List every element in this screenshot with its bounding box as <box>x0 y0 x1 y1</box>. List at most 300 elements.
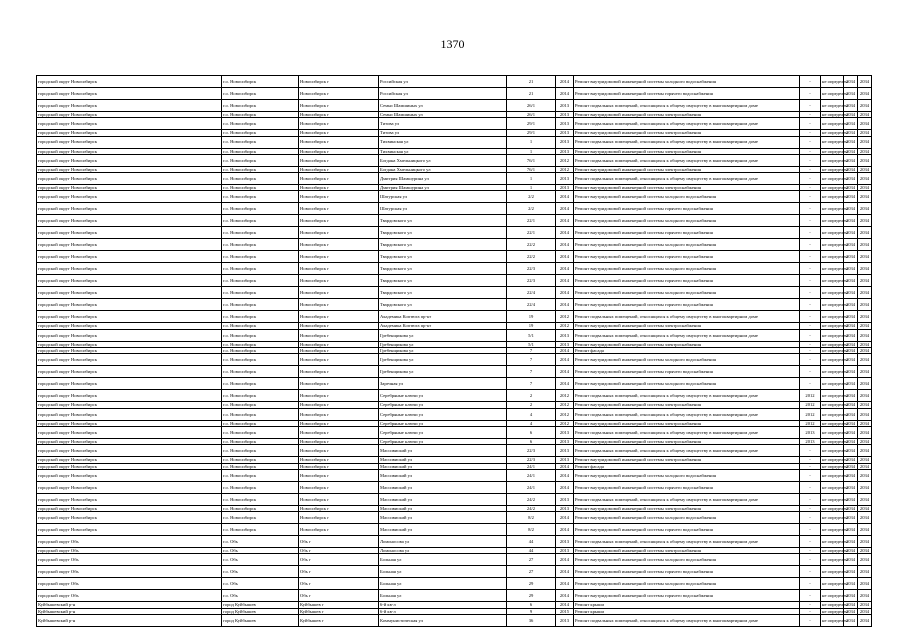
year-cell: 2013 <box>556 493 574 505</box>
locality-cell: Новосибирск г <box>299 203 379 215</box>
locality-cell: Куйбышев г <box>299 615 379 627</box>
table-row <box>37 203 872 215</box>
year-cell: 2013 <box>556 438 574 444</box>
period-end-cell: 2034 <box>858 457 872 463</box>
street-cell: Серебряные ключи ул <box>379 426 507 438</box>
planned-year-cell: - <box>800 191 821 203</box>
planned-year-cell: - <box>800 524 821 536</box>
period-start-cell: 2034 <box>844 215 858 227</box>
status-cell: не определен <box>821 203 844 215</box>
year-cell: 2014 <box>556 275 574 287</box>
settlement-cell: г.о. Новосибирск <box>222 173 299 185</box>
work-type-cell: Ремонт внутридомовой инженерной системы горячего водоснабжения <box>574 590 800 602</box>
period-end-cell: 2034 <box>858 311 872 323</box>
work-type-cell: Ремонт внутридомовой инженерной системы холодного водоснабжения <box>574 191 800 203</box>
house-number-cell: 7 <box>507 348 556 354</box>
settlement-cell: г.о. Новосибирск <box>222 118 299 130</box>
municipality-cell: городской округ Новосибирск <box>37 154 222 166</box>
house-number-cell: 2/2 <box>507 203 556 215</box>
locality-cell: Новосибирск г <box>299 88 379 100</box>
municipality-cell: городской округ Новосибирск <box>37 469 222 481</box>
locality-cell: Новосибирск г <box>299 130 379 136</box>
period-start-cell: 2034 <box>844 566 858 578</box>
settlement-cell: г.о. Новосибирск <box>222 263 299 275</box>
work-type-cell: Ремонт внутридомовой инженерной системы электроснабжения <box>574 130 800 136</box>
work-type-cell: Ремонт подвальных помещений, относящихся к общему имуществу в многоквартирном доме <box>574 329 800 341</box>
street-cell: Твардовского ул <box>379 275 507 287</box>
work-type-cell: Ремонт внутридомовой инженерной системы электроснабжения <box>574 402 800 408</box>
planned-year-cell: - <box>800 615 821 627</box>
table-row <box>37 536 872 548</box>
street-cell: Богдана Хмельницкого ул <box>379 166 507 172</box>
status-cell: не определен <box>821 251 844 263</box>
period-end-cell: 2034 <box>858 299 872 311</box>
house-number-cell: 6 <box>507 426 556 438</box>
year-cell: 2014 <box>556 524 574 536</box>
period-start-cell: 2034 <box>844 251 858 263</box>
house-number-cell: 26/1 <box>507 112 556 118</box>
status-cell: не определен <box>822 348 848 354</box>
locality-cell: Новосибирск г <box>299 426 379 438</box>
status-cell: не определен <box>822 463 848 469</box>
municipality-cell: городской округ Обь <box>37 590 222 602</box>
house-number-cell: 1 <box>507 148 556 154</box>
year-cell: 2013 <box>556 536 574 548</box>
year-cell: 2013 <box>556 130 574 136</box>
street-cell: 6-й кв-л <box>379 602 507 608</box>
year-cell: 2013 <box>556 185 574 191</box>
status-cell: не определен <box>821 390 844 402</box>
locality-cell: Новосибирск г <box>299 438 379 444</box>
work-type-cell: Ремонт подвальных помещений, относящихся к общему имуществу в многоквартирном доме <box>574 536 800 548</box>
table-row <box>37 615 872 627</box>
year-cell: 2014 <box>556 590 574 602</box>
settlement-cell: г.о. Новосибирск <box>222 100 299 112</box>
status-cell: не определен <box>821 554 844 566</box>
municipality-cell: городской округ Новосибирск <box>37 493 222 505</box>
street-cell: Серебряные ключи ул <box>379 438 507 444</box>
municipality-cell: городской округ Новосибирск <box>37 251 222 263</box>
period-end-cell: 2034 <box>858 76 872 88</box>
period-end-cell: 2034 <box>858 173 872 185</box>
status-cell: не определен <box>822 130 848 136</box>
work-type-cell: Ремонт внутридомовой инженерной системы электроснабжения <box>574 166 800 172</box>
house-number-cell: 22/3 <box>507 457 556 463</box>
period-end-cell: 2034 <box>858 536 872 548</box>
year-cell: 2014 <box>556 463 574 469</box>
period-start-cell: 2034 <box>844 445 858 457</box>
planned-year-cell: - <box>800 348 821 354</box>
street-cell: Твардовского ул <box>379 263 507 275</box>
municipality-cell: городской округ Новосибирск <box>37 148 222 154</box>
locality-cell: Новосибирск г <box>299 166 379 172</box>
street-cell: Семьи Шамшиных ул <box>379 112 507 118</box>
municipality-cell: городской округ Новосибирск <box>37 136 222 148</box>
period-end-cell: 2034 <box>858 505 872 511</box>
municipality-cell: городской округ Новосибирск <box>37 512 222 524</box>
work-type-cell: Ремонт подвальных помещений, относящихся к общему имуществу в многоквартирном доме <box>574 173 800 185</box>
work-type-cell: Ремонт подвальных помещений, относящихся к общему имуществу в многоквартирном доме <box>574 408 800 420</box>
status-cell: не определен <box>821 311 844 323</box>
planned-year-cell: 2012 <box>800 420 821 426</box>
street-cell: Гребенщикова ул <box>379 348 507 354</box>
year-cell: 2014 <box>556 263 574 275</box>
work-type-cell: Ремонт внутридомовой инженерной системы электроснабжения <box>574 148 800 154</box>
period-start-cell: 2034 <box>844 438 858 444</box>
period-end-cell: 2034 <box>858 469 872 481</box>
period-end-cell: 2034 <box>858 341 872 347</box>
status-cell: не определен <box>821 329 844 341</box>
street-cell: Российская ул <box>379 76 507 88</box>
status-cell: не определен <box>822 608 848 614</box>
period-end-cell: 2034 <box>858 566 872 578</box>
planned-year-cell: - <box>800 445 821 457</box>
period-end-cell: 2034 <box>858 408 872 420</box>
period-start-cell: 2034 <box>844 378 858 390</box>
work-type-cell: Ремонт внутридомовой инженерной системы электроснабжения <box>574 341 800 347</box>
period-end-cell: 2034 <box>858 590 872 602</box>
year-cell: 2015 <box>556 608 574 614</box>
period-start-cell: 2034 <box>844 505 858 511</box>
status-cell: не определен <box>821 100 844 112</box>
status-cell: не определен <box>821 590 844 602</box>
period-start-cell: 2034 <box>844 578 858 590</box>
table-row <box>37 239 872 251</box>
period-start-cell: 2034 <box>844 76 858 88</box>
status-cell: не определен <box>821 366 844 378</box>
municipality-cell: городской округ Новосибирск <box>37 426 222 438</box>
table-row <box>37 251 872 263</box>
status-cell: не определен <box>822 323 848 329</box>
period-end-cell: 2034 <box>858 275 872 287</box>
period-start-cell: 2034 <box>844 166 858 172</box>
table-row <box>37 136 872 148</box>
work-type-cell: Ремонт внутридомовой инженерной системы горячего водоснабжения <box>574 88 800 100</box>
status-cell: не определен <box>822 438 848 444</box>
locality-cell: Новосибирск г <box>299 323 379 329</box>
status-cell: не определен <box>821 88 844 100</box>
year-cell: 2014 <box>556 469 574 481</box>
work-type-cell: Ремонт внутридомовой инженерной системы электроснабжения <box>574 505 800 511</box>
planned-year-cell: - <box>800 263 821 275</box>
settlement-cell: г.о. Новосибирск <box>222 112 299 118</box>
house-number-cell: 29/1 <box>507 130 556 136</box>
locality-cell: Новосибирск г <box>299 329 379 341</box>
settlement-cell: г.о. Новосибирск <box>222 136 299 148</box>
status-cell: не определен <box>821 524 844 536</box>
settlement-cell: г.о. Новосибирск <box>222 481 299 493</box>
house-number-cell: 24/1 <box>507 463 556 469</box>
status-cell: не определен <box>821 566 844 578</box>
period-end-cell: 2034 <box>858 463 872 469</box>
planned-year-cell: - <box>800 112 821 118</box>
planned-year-cell: - <box>800 275 821 287</box>
year-cell: 2012 <box>556 166 574 172</box>
street-cell: Массивиский ул <box>379 457 507 463</box>
house-number-cell: 6 <box>507 602 556 608</box>
planned-year-cell: - <box>800 130 821 136</box>
period-start-cell: 2034 <box>844 275 858 287</box>
period-end-cell: 2034 <box>858 524 872 536</box>
year-cell: 2014 <box>556 251 574 263</box>
period-end-cell: 2034 <box>858 263 872 275</box>
year-cell: 2013 <box>556 148 574 154</box>
status-cell: не определен <box>821 263 844 275</box>
settlement-cell: город Куйбышев <box>222 602 299 608</box>
locality-cell: Новосибирск г <box>299 408 379 420</box>
period-end-cell: 2034 <box>858 203 872 215</box>
house-number-cell: 27 <box>507 554 556 566</box>
period-end-cell: 2034 <box>858 354 872 366</box>
work-type-cell: Ремонт внутридомовой инженерной системы горячего водоснабжения <box>574 366 800 378</box>
period-start-cell: 2034 <box>844 311 858 323</box>
period-end-cell: 2034 <box>858 215 872 227</box>
planned-year-cell: - <box>800 239 821 251</box>
status-cell: не определен <box>821 445 844 457</box>
period-end-cell: 2034 <box>858 554 872 566</box>
municipality-cell: городской округ Новосибирск <box>37 341 222 347</box>
street-cell: Массивиский ул <box>379 463 507 469</box>
street-cell: Титова ул <box>379 118 507 130</box>
settlement-cell: г.о. Обь <box>222 578 299 590</box>
period-end-cell: 2034 <box>858 329 872 341</box>
street-cell: Серебряные ключи ул <box>379 390 507 402</box>
period-start-cell: 2034 <box>844 239 858 251</box>
settlement-cell: г.о. Новосибирск <box>222 166 299 172</box>
period-end-cell: 2034 <box>858 512 872 524</box>
period-end-cell: 2034 <box>858 366 872 378</box>
planned-year-cell: - <box>800 100 821 112</box>
period-start-cell: 2034 <box>844 136 858 148</box>
table-row <box>37 390 872 402</box>
house-number-cell: 22/1 <box>507 215 556 227</box>
settlement-cell: г.о. Новосибирск <box>222 505 299 511</box>
locality-cell: Новосибирск г <box>299 348 379 354</box>
period-start-cell: 2034 <box>844 227 858 239</box>
settlement-cell: г.о. Новосибирск <box>222 445 299 457</box>
settlement-cell: г.о. Новосибирск <box>222 88 299 100</box>
capital-repair-table <box>36 75 872 627</box>
settlement-cell: г.о. Новосибирск <box>222 457 299 463</box>
municipality-cell: городской округ Новосибирск <box>37 457 222 463</box>
work-type-cell: Ремонт внутридомовой инженерной системы холодного водоснабжения <box>574 76 800 88</box>
work-type-cell: Ремонт внутридомовой инженерной системы горячего водоснабжения <box>574 275 800 287</box>
year-cell: 2014 <box>556 566 574 578</box>
planned-year-cell: - <box>800 185 821 191</box>
status-cell: не определен <box>821 469 844 481</box>
municipality-cell: городской округ Новосибирск <box>37 275 222 287</box>
table-row <box>37 354 872 366</box>
period-start-cell: 2034 <box>844 615 858 627</box>
planned-year-cell: - <box>800 493 821 505</box>
street-cell: Твардовского ул <box>379 239 507 251</box>
status-cell: не определен <box>821 578 844 590</box>
locality-cell: Новосибирск г <box>299 366 379 378</box>
municipality-cell: городской округ Новосибирск <box>37 366 222 378</box>
settlement-cell: г.о. Новосибирск <box>222 148 299 154</box>
planned-year-cell: - <box>800 136 821 148</box>
status-cell: не определен <box>821 154 844 166</box>
period-end-cell: 2034 <box>858 148 872 154</box>
planned-year-cell: - <box>800 166 821 172</box>
table-row <box>37 191 872 203</box>
settlement-cell: г.о. Новосибирск <box>222 76 299 88</box>
municipality-cell: городской округ Новосибирск <box>37 438 222 444</box>
locality-cell: Новосибирск г <box>299 481 379 493</box>
status-cell: не определен <box>822 112 848 117</box>
period-end-cell: 2034 <box>858 287 872 299</box>
work-type-cell: Ремонт внутридомовой инженерной системы холодного водоснабжения <box>574 263 800 275</box>
period-start-cell: 2034 <box>844 329 858 341</box>
period-start-cell: 2034 <box>844 348 858 354</box>
year-cell: 2013 <box>556 173 574 185</box>
municipality-cell: городской округ Обь <box>37 554 222 566</box>
period-start-cell: 2034 <box>844 493 858 505</box>
locality-cell: Новосибирск г <box>299 390 379 402</box>
municipality-cell: городской округ Новосибирск <box>37 329 222 341</box>
street-cell: Больная ул <box>379 590 507 602</box>
status-cell: не определен <box>822 166 848 172</box>
work-type-cell: Ремонт подвальных помещений, относящихся к общему имуществу в многоквартирном доме <box>574 493 800 505</box>
table-row <box>37 512 872 524</box>
locality-cell: Куйбышев г <box>299 602 379 608</box>
year-cell: 2013 <box>556 112 574 118</box>
locality-cell: Новосибирск г <box>299 118 379 130</box>
year-cell: 2014 <box>556 203 574 215</box>
locality-cell: Обь г <box>299 578 379 590</box>
street-cell: Твардовского ул <box>379 251 507 263</box>
settlement-cell: г.о. Новосибирск <box>222 366 299 378</box>
planned-year-cell: - <box>800 341 821 347</box>
period-end-cell: 2034 <box>858 493 872 505</box>
status-cell: не определен <box>821 118 844 130</box>
table-row <box>37 554 872 566</box>
period-end-cell: 2034 <box>858 239 872 251</box>
period-start-cell: 2034 <box>844 323 858 329</box>
house-number-cell: 24/2 <box>507 505 556 511</box>
table-row <box>37 118 872 130</box>
municipality-cell: городской округ Новосибирск <box>37 166 222 172</box>
status-cell: не определен <box>822 457 848 463</box>
period-end-cell: 2034 <box>858 438 872 444</box>
planned-year-cell: - <box>800 329 821 341</box>
period-end-cell: 2034 <box>858 191 872 203</box>
table-row <box>37 173 872 185</box>
house-number-cell: 2/2 <box>507 191 556 203</box>
settlement-cell: г.о. Новосибирск <box>222 341 299 347</box>
planned-year-cell: 2013 <box>800 438 821 444</box>
work-type-cell: Ремонт внутридомовой инженерной системы холодного водоснабжения <box>574 239 800 251</box>
work-type-cell: Ремонт внутридомовой инженерной системы горячего водоснабжения <box>574 524 800 536</box>
settlement-cell: г.о. Новосибирск <box>222 408 299 420</box>
year-cell: 2014 <box>556 227 574 239</box>
locality-cell: Новосибирск г <box>299 100 379 112</box>
planned-year-cell: - <box>800 227 821 239</box>
settlement-cell: г.о. Обь <box>222 590 299 602</box>
planned-year-cell: - <box>800 287 821 299</box>
street-cell: 6-й кв-л <box>379 608 507 614</box>
locality-cell: Новосибирск г <box>299 191 379 203</box>
street-cell: Массивиский ул <box>379 493 507 505</box>
street-cell: Академика Коптюга пр-кт <box>379 311 507 323</box>
table-row <box>37 76 872 88</box>
municipality-cell: городской округ Новосибирск <box>37 76 222 88</box>
work-type-cell: Ремонт внутридомовой инженерной системы горячего водоснабжения <box>574 481 800 493</box>
period-end-cell: 2034 <box>858 323 872 329</box>
period-start-cell: 2034 <box>844 608 858 614</box>
street-cell: Массивиский ул <box>379 481 507 493</box>
settlement-cell: город Куйбышев <box>222 615 299 627</box>
year-cell: 2014 <box>556 578 574 590</box>
period-start-cell: 2034 <box>844 299 858 311</box>
house-number-cell: 9 <box>507 608 556 614</box>
year-cell: 2014 <box>556 299 574 311</box>
period-start-cell: 2034 <box>844 354 858 366</box>
period-start-cell: 2034 <box>844 100 858 112</box>
settlement-cell: г.о. Новосибирск <box>222 420 299 426</box>
period-start-cell: 2034 <box>844 154 858 166</box>
municipality-cell: городской округ Новосибирск <box>37 299 222 311</box>
municipality-cell: городской округ Новосибирск <box>37 287 222 299</box>
street-cell: Ломоносова ул <box>379 548 507 554</box>
planned-year-cell: - <box>800 512 821 524</box>
year-cell: 2013 <box>556 136 574 148</box>
period-start-cell: 2034 <box>844 602 858 608</box>
period-end-cell: 2034 <box>858 88 872 100</box>
house-number-cell: 22/4 <box>507 299 556 311</box>
municipality-cell: городской округ Обь <box>37 548 222 554</box>
year-cell: 2013 <box>556 118 574 130</box>
municipality-cell: городской округ Обь <box>37 578 222 590</box>
table-row <box>37 378 872 390</box>
house-number-cell: 4 <box>507 408 556 420</box>
planned-year-cell: - <box>800 203 821 215</box>
year-cell: 2013 <box>556 341 574 347</box>
settlement-cell: г.о. Новосибирск <box>222 402 299 408</box>
status-cell: не определен <box>822 148 848 154</box>
settlement-cell: г.о. Новосибирск <box>222 348 299 354</box>
street-cell: Тихвинская ул <box>379 148 507 154</box>
settlement-cell: г.о. Новосибирск <box>222 130 299 136</box>
status-cell: не определен <box>821 512 844 524</box>
settlement-cell: г.о. Новосибирск <box>222 185 299 191</box>
planned-year-cell: - <box>800 299 821 311</box>
period-start-cell: 2034 <box>844 463 858 469</box>
street-cell: Твардовского ул <box>379 287 507 299</box>
locality-cell: Обь г <box>299 548 379 554</box>
locality-cell: Новосибирск г <box>299 469 379 481</box>
period-end-cell: 2034 <box>858 118 872 130</box>
period-start-cell: 2034 <box>844 130 858 136</box>
year-cell: 2014 <box>556 366 574 378</box>
settlement-cell: г.о. Новосибирск <box>222 251 299 263</box>
settlement-cell: г.о. Новосибирск <box>222 287 299 299</box>
house-number-cell: 26/1 <box>507 100 556 112</box>
period-start-cell: 2034 <box>844 366 858 378</box>
municipality-cell: городской округ Новосибирск <box>37 445 222 457</box>
street-cell: Серебряные ключи ул <box>379 420 507 426</box>
street-cell: Богдана Хмельницкого ул <box>379 154 507 166</box>
house-number-cell: 21 <box>507 76 556 88</box>
work-type-cell: Ремонт фасада <box>574 463 800 469</box>
planned-year-cell: - <box>800 463 821 469</box>
period-start-cell: 2034 <box>844 536 858 548</box>
planned-year-cell: - <box>800 566 821 578</box>
planned-year-cell: 2012 <box>800 408 821 420</box>
house-number-cell: 22/1 <box>507 227 556 239</box>
locality-cell: Новосибирск г <box>299 154 379 166</box>
status-cell: не определен <box>822 402 848 408</box>
